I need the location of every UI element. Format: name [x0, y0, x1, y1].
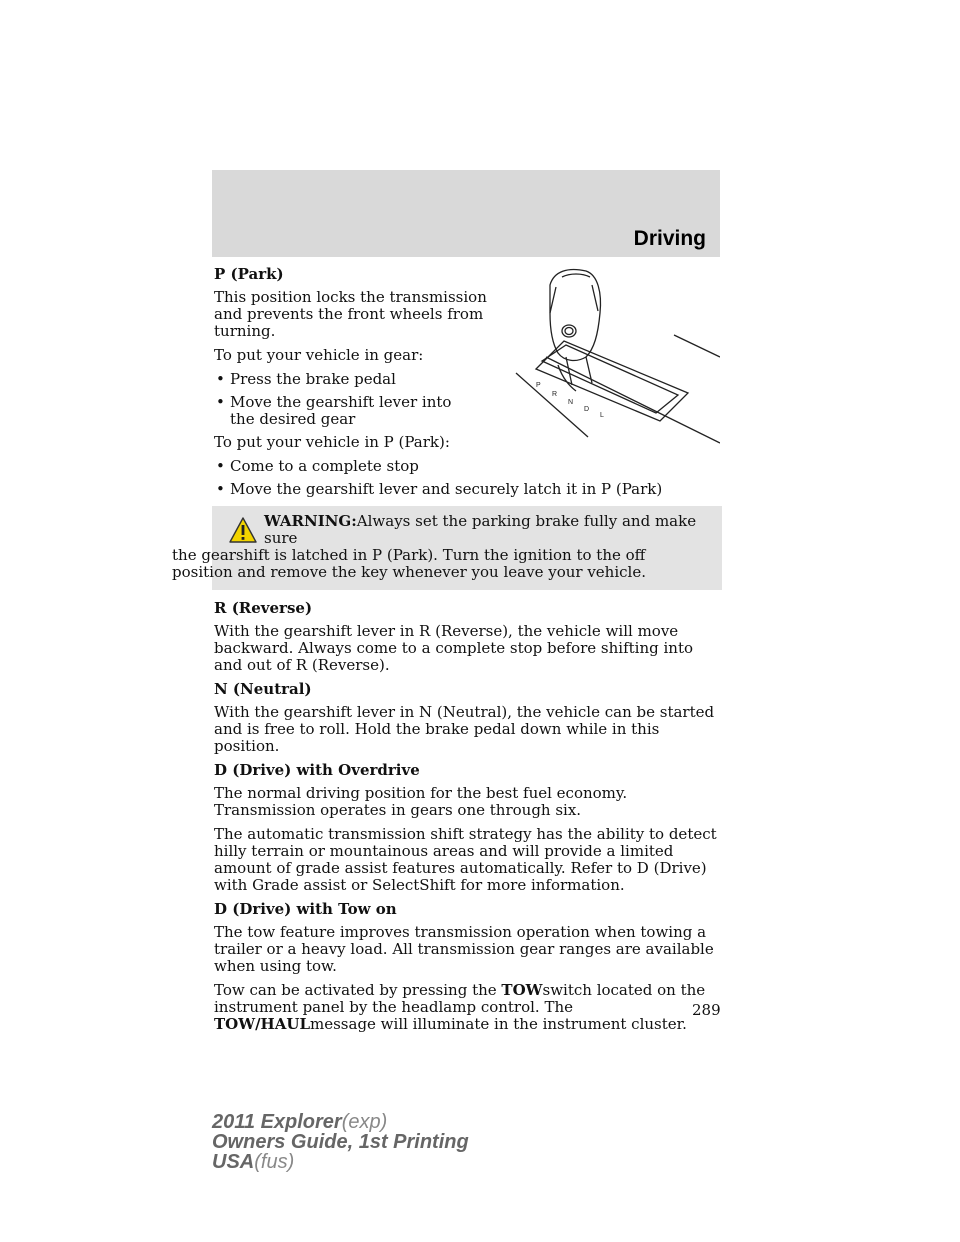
list-item: • Move the gearshift lever into the desired gear	[214, 394, 460, 428]
drive-tow-text-1: The tow feature improves transmission operation when towing a trailer or a heavy load. All transmission gear ranges are available when using tow.	[214, 923, 714, 975]
list-item: • Come to a complete stop	[214, 458, 720, 475]
gear-letter-l: L	[600, 412, 604, 419]
park-intro: This position locks the transmission and prevents the front wheels from turning.	[214, 288, 487, 340]
footer-model-code: (exp)	[341, 1111, 388, 1133]
drive-overdrive-text-1: The normal driving position for the best fuel economy. Transmission operates in gears one through six.	[214, 784, 628, 819]
neutral-text: With the gearshift lever in N (Neutral), the vehicle can be started and is free to roll. Hold the brake pedal down while in this position.	[214, 703, 715, 755]
tow-text-part: message will illuminate in the instrument cluster.	[310, 1015, 687, 1033]
section-header	[212, 170, 720, 257]
footer-model: 2011 Explorer	[212, 1111, 342, 1133]
tow-switch-label: TOW	[501, 981, 543, 999]
in-gear-label: To put your vehicle in gear:	[214, 346, 424, 364]
neutral-heading: N (Neutral)	[214, 680, 312, 698]
warning-triangle-icon	[228, 516, 258, 544]
list-item: • Press the brake pedal	[214, 371, 504, 388]
drive-tow-heading: D (Drive) with Tow on	[214, 900, 397, 918]
warning-label: WARNING:	[264, 512, 357, 530]
footer	[212, 1112, 469, 1172]
footer-guide: Owners Guide, 1st Printing	[212, 1131, 469, 1153]
page-number: 289	[692, 1001, 721, 1019]
gear-letter-d: D	[584, 406, 590, 413]
footer-market: USA	[212, 1151, 255, 1173]
reverse-heading: R (Reverse)	[214, 599, 313, 617]
gear-letter-n: N	[568, 399, 574, 406]
park-heading: P (Park)	[214, 265, 284, 283]
warning-text-2: the gearshift is latched in P (Park). Turn the ignition to the off position and remove the key whenever you leave your vehicle.	[172, 546, 646, 581]
warning-text-1: Always set the parking brake fully and make sure	[264, 512, 697, 547]
drive-overdrive-text-2: The automatic transmission shift strategy has the ability to detect hilly terrain or mountainous areas and will provide a limited amount of grade assist features automatically. Refer to D (Drive) with Grade assist or SelectShift for more information.	[214, 825, 717, 894]
section-title: Driving	[633, 227, 706, 250]
list-item: • Move the gearshift lever and securely latch it in P (Park)	[214, 481, 720, 498]
footer-market-code: (fus)	[254, 1151, 295, 1173]
in-park-label: To put your vehicle in P (Park):	[214, 433, 450, 451]
tow-text-part: Tow can be activated by pressing the	[214, 981, 502, 999]
reverse-text: With the gearshift lever in R (Reverse), the vehicle will move backward. Always come to a complete stop before shifting into and out of R (Reverse).	[214, 622, 694, 674]
in-park-list	[214, 458, 720, 498]
tow-text-part: switch located on the instrument panel by the headlamp control. The	[214, 981, 706, 1016]
drive-tow-text-2	[214, 982, 720, 1033]
gear-letter-r: R	[552, 391, 558, 398]
page-content	[172, 265, 720, 1040]
gear-letter-p: P	[536, 382, 541, 389]
drive-overdrive-heading: D (Drive) with Overdrive	[214, 761, 420, 779]
warning-box	[172, 506, 722, 590]
in-gear-list	[214, 371, 504, 428]
tow-haul-label: TOW/HAUL	[214, 1015, 310, 1033]
